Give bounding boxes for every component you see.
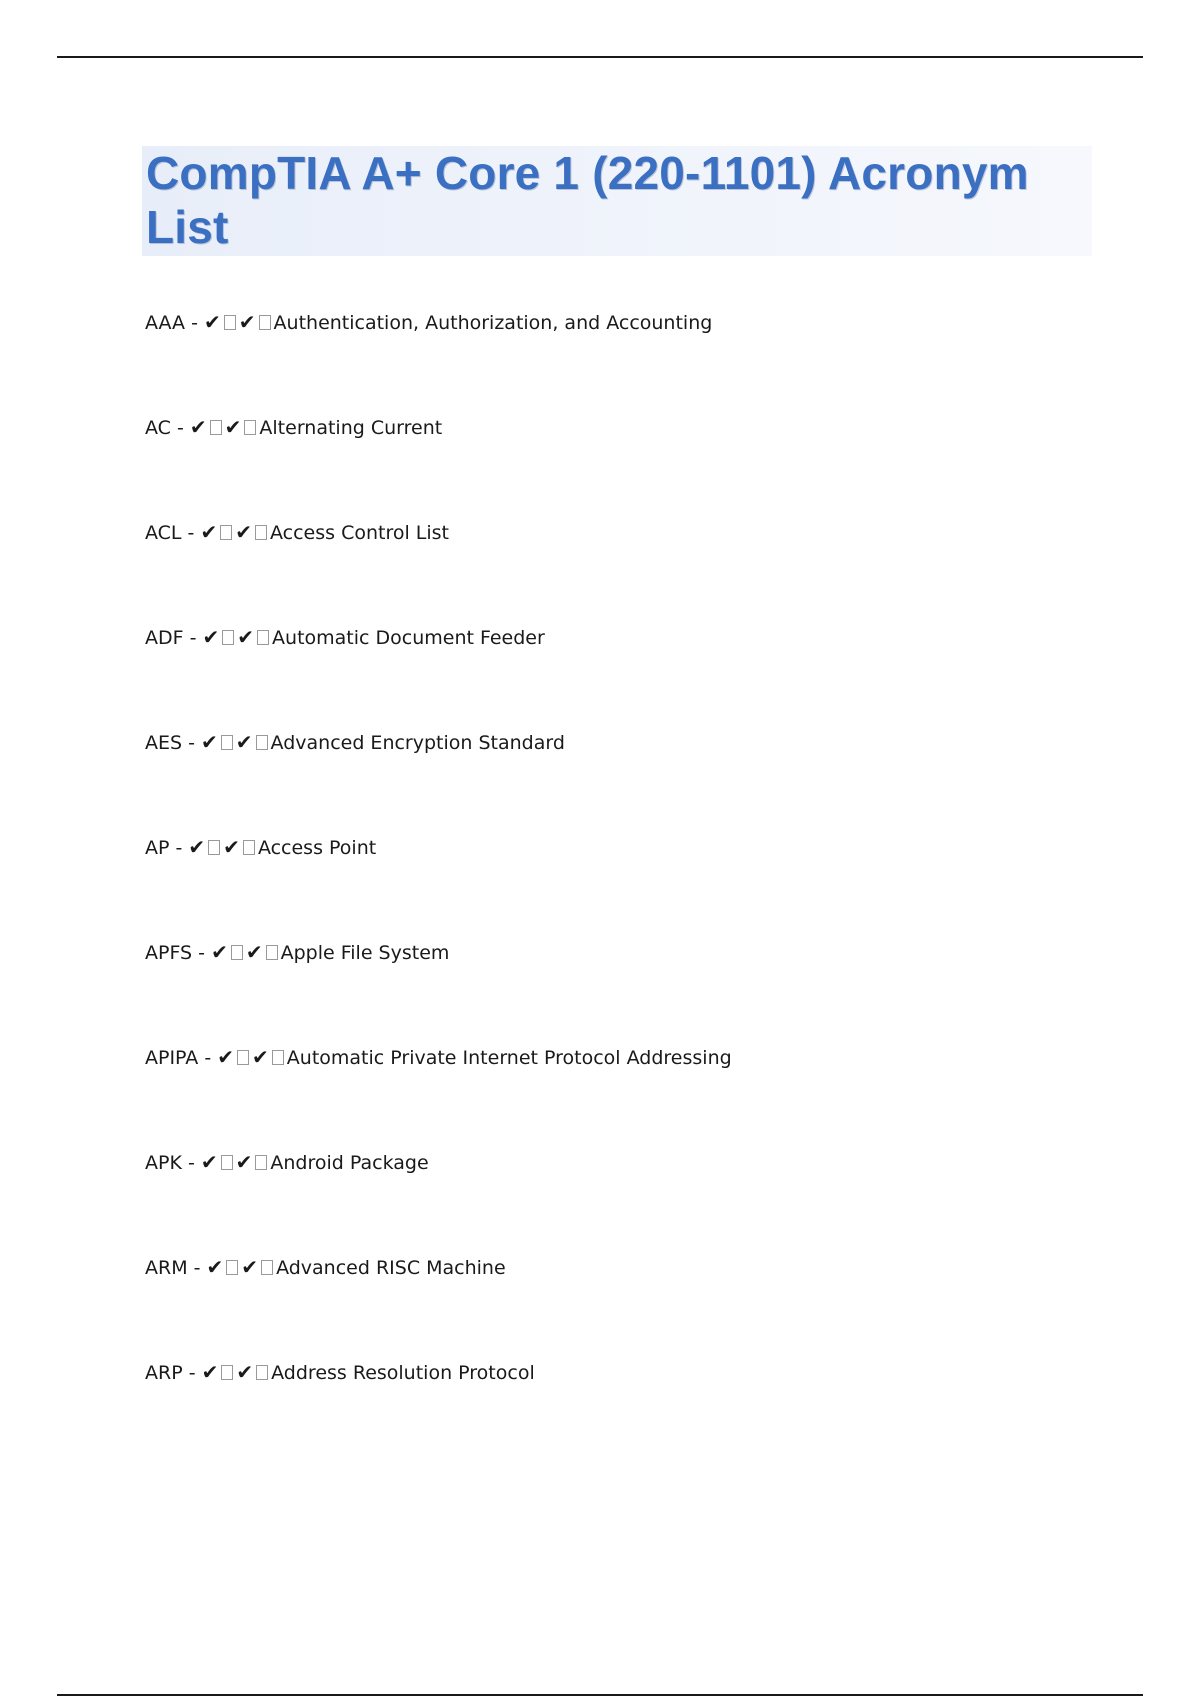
placeholder-box-icon <box>208 840 220 855</box>
check-mark-icon: ✔ <box>223 835 240 859</box>
placeholder-box-icon <box>222 630 234 645</box>
check-mark-icon: ✔ <box>245 940 263 964</box>
acronym-entry <box>145 308 732 413</box>
acronym-separator: - <box>170 417 190 439</box>
placeholder-box-icon <box>224 315 236 330</box>
check-mark-icon: ✔ <box>236 1360 254 1384</box>
acronym-entry <box>145 518 732 623</box>
acronym-term: ARP <box>145 1362 183 1384</box>
check-mark-icon: ✔ <box>204 310 221 334</box>
placeholder-box-icon <box>255 525 267 540</box>
acronym-definition: Authentication, Authorization, and Accounting <box>273 312 713 334</box>
acronym-term: AC <box>145 417 171 439</box>
check-mark-icon: ✔ <box>200 520 218 544</box>
check-mark-icon: ✔ <box>201 730 218 754</box>
placeholder-box-icon <box>255 1155 267 1170</box>
acronym-entry <box>145 1043 732 1148</box>
check-mark-icon: ✔ <box>188 835 206 859</box>
placeholder-box-icon <box>266 945 278 960</box>
acronym-separator: - <box>183 627 203 649</box>
placeholder-box-icon <box>231 945 243 960</box>
acronym-definition: Android Package <box>270 1152 429 1174</box>
acronym-definition: Access Point <box>257 837 377 859</box>
placeholder-box-icon <box>259 315 271 330</box>
acronym-entry <box>145 413 732 518</box>
check-mark-icon: ✔ <box>211 940 228 964</box>
placeholder-box-icon <box>261 1260 273 1275</box>
acronym-separator: - <box>182 1362 202 1384</box>
placeholder-box-icon <box>221 1365 233 1380</box>
check-mark-icon: ✔ <box>189 415 207 439</box>
acronym-term: APIPA <box>145 1047 199 1069</box>
check-mark-icon: ✔ <box>252 1045 269 1069</box>
acronym-definition: Alternating Current <box>259 417 443 439</box>
placeholder-box-icon <box>257 630 269 645</box>
acronym-term: ARM <box>145 1257 188 1279</box>
acronym-definition: Access Control List <box>269 522 449 544</box>
placeholder-box-icon <box>256 1365 268 1380</box>
acronym-term: AAA <box>145 312 186 334</box>
check-mark-icon: ✔ <box>241 1255 259 1279</box>
acronym-term: AES <box>145 732 183 754</box>
check-mark-icon: ✔ <box>235 520 252 544</box>
placeholder-box-icon <box>226 1260 238 1275</box>
placeholder-box-icon <box>244 420 256 435</box>
placeholder-box-icon <box>220 525 232 540</box>
placeholder-box-icon <box>272 1050 284 1065</box>
acronym-entry <box>145 1253 732 1358</box>
acronym-definition: Advanced RISC Machine <box>276 1257 506 1279</box>
acronym-separator: - <box>181 522 201 544</box>
placeholder-box-icon <box>243 840 255 855</box>
check-mark-icon: ✔ <box>202 625 220 649</box>
acronym-term: AP <box>145 837 170 859</box>
acronym-separator: - <box>192 942 212 964</box>
acronym-definition: Advanced Encryption Standard <box>270 732 565 754</box>
check-mark-icon: ✔ <box>238 310 256 334</box>
acronym-definition: Automatic Private Internet Protocol Addressing <box>286 1047 732 1069</box>
placeholder-box-icon <box>210 420 222 435</box>
check-mark-icon: ✔ <box>235 730 253 754</box>
title-banner <box>142 146 1092 256</box>
acronym-term: ACL <box>145 522 182 544</box>
acronym-entry <box>145 623 732 728</box>
acronym-list <box>145 308 732 1463</box>
acronym-separator: - <box>181 1152 201 1174</box>
acronym-entry <box>145 833 732 938</box>
acronym-separator: - <box>198 1047 218 1069</box>
acronym-entry <box>145 1358 732 1463</box>
check-mark-icon: ✔ <box>206 1255 224 1279</box>
check-mark-icon: ✔ <box>201 1360 219 1384</box>
check-mark-icon: ✔ <box>200 1150 218 1174</box>
check-mark-icon: ✔ <box>237 625 255 649</box>
placeholder-box-icon <box>256 735 268 750</box>
placeholder-box-icon <box>237 1050 249 1065</box>
header-rule <box>57 56 1143 58</box>
acronym-term: APK <box>145 1152 182 1174</box>
acronym-entry <box>145 938 732 1043</box>
acronym-separator: - <box>187 1257 207 1279</box>
acronym-term: ADF <box>145 627 184 649</box>
footer-rule <box>57 1694 1143 1696</box>
acronym-entry <box>145 728 732 833</box>
placeholder-box-icon <box>221 735 233 750</box>
acronym-separator: - <box>185 312 204 334</box>
check-mark-icon: ✔ <box>224 415 242 439</box>
acronym-separator: - <box>182 732 202 754</box>
page-title: CompTIA A+ Core 1 (220-1101) Acronym List <box>146 147 1029 253</box>
check-mark-icon: ✔ <box>217 1045 235 1069</box>
acronym-entry <box>145 1148 732 1253</box>
placeholder-box-icon <box>221 1155 233 1170</box>
acronym-definition: Apple File System <box>280 942 450 964</box>
check-mark-icon: ✔ <box>235 1150 253 1174</box>
acronym-definition: Automatic Document Feeder <box>272 627 545 649</box>
acronym-term: APFS <box>145 942 193 964</box>
acronym-separator: - <box>169 837 189 859</box>
acronym-definition: Address Resolution Protocol <box>271 1362 535 1384</box>
